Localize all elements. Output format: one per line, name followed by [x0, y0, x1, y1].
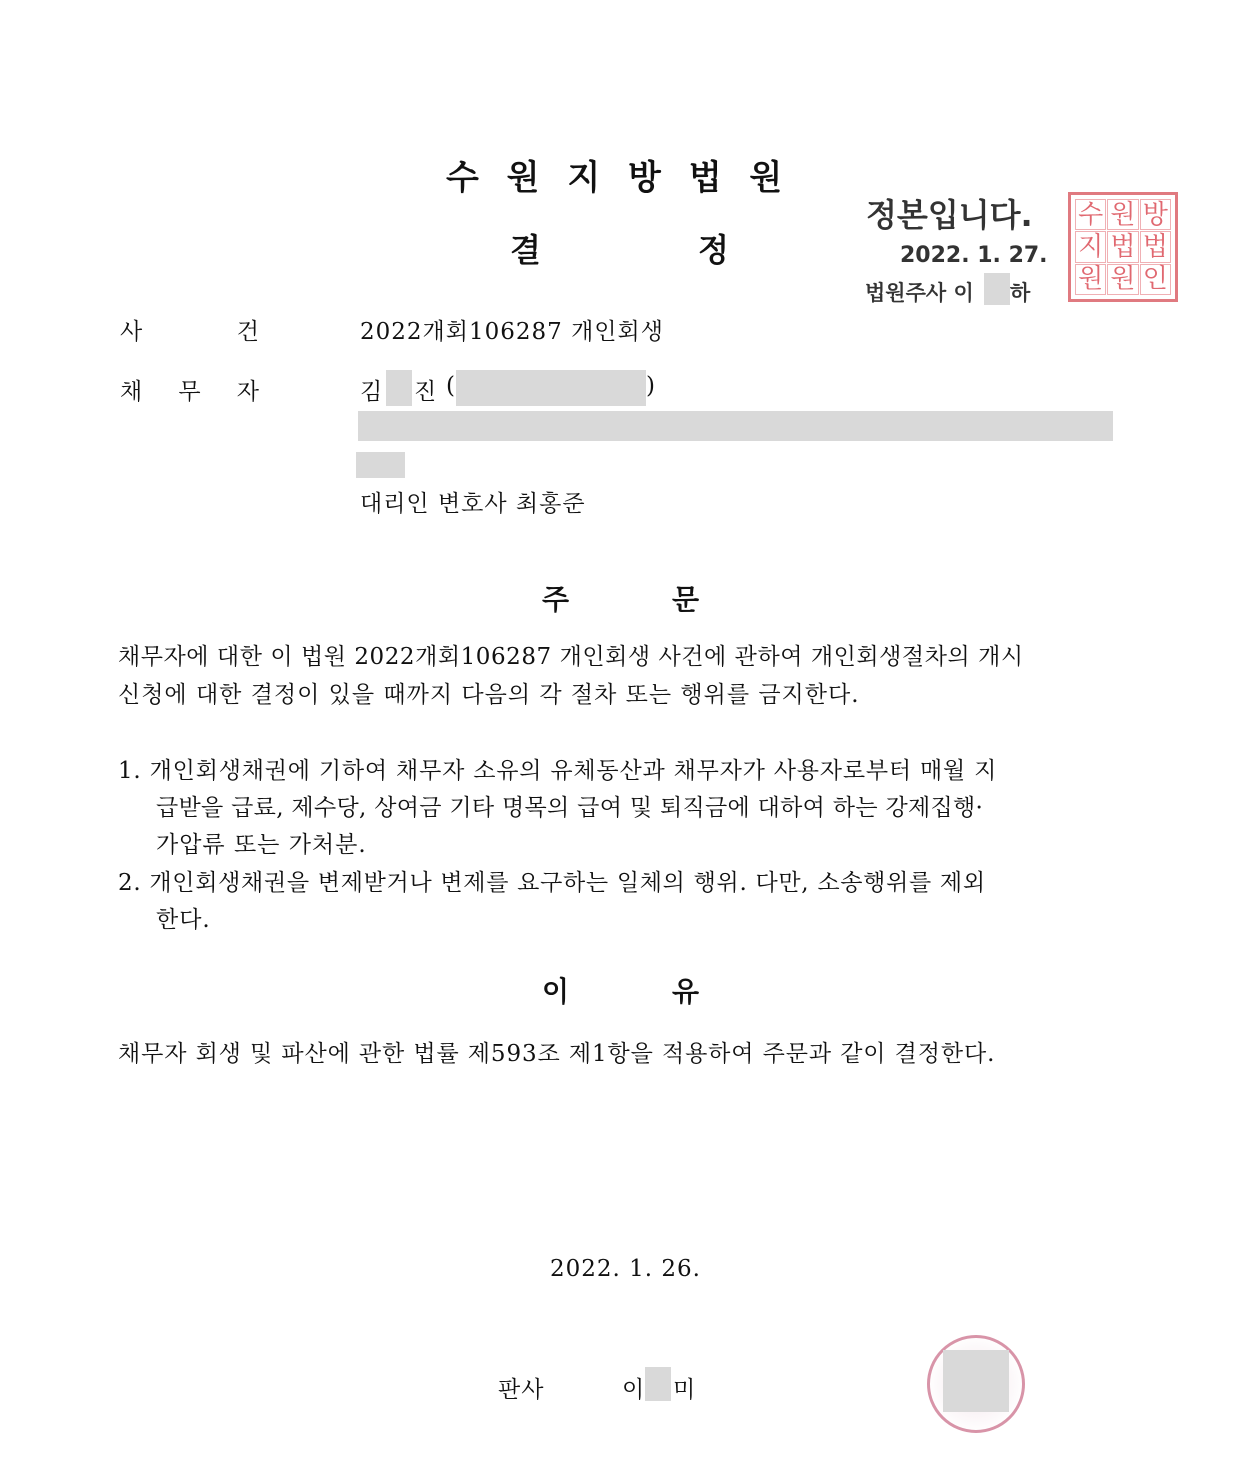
doc-type-char-2: 정 [698, 231, 729, 269]
judge-title: 판사 [498, 1377, 545, 1403]
order-item-1-line-3: 가압류 또는 가처분. [156, 832, 367, 858]
debtor-agent: 대리인 변호사 최홍준 [360, 491, 586, 517]
case-number: 2022개회106287 개인회생 [360, 319, 664, 345]
judge-name-last: 미 [673, 1377, 697, 1403]
decision-date: 2022. 1. 26. [550, 1256, 701, 1282]
order-heading-char-2: 문 [672, 583, 700, 616]
reason-text: 채무자 회생 및 파산에 관한 법률 제593조 제1항을 적용하여 주문과 같이 결정한다. [118, 1041, 996, 1067]
debtor-address-redaction-2 [356, 452, 405, 478]
court-seal [1068, 192, 1178, 302]
debtor-id-redaction [456, 370, 646, 406]
seal-char: 법 [1107, 231, 1138, 262]
seal-char: 인 [1140, 264, 1171, 295]
case-label-char: 사 [120, 319, 144, 345]
seal-char: 수 [1075, 199, 1106, 230]
debtor-id-paren-open: ( [446, 373, 456, 399]
debtor-name-redaction [386, 370, 412, 406]
seal-char: 원 [1075, 264, 1106, 295]
debtor-id-paren-close: ) [646, 373, 656, 399]
certification-date: 2022. 1. 27. [900, 243, 1048, 268]
order-item-2-line-2: 한다. [156, 907, 211, 933]
debtor-address-redaction [358, 411, 1113, 441]
order-intro-line-2: 신청에 대한 결정이 있을 때까지 다음의 각 절차 또는 행위를 금지한다. [118, 682, 860, 708]
judge-name-redaction [645, 1367, 671, 1401]
debtor-label-char: 자 [236, 379, 260, 405]
seal-char: 지 [1075, 231, 1106, 262]
order-heading-char-1: 주 [542, 583, 570, 616]
order-item-2-line-1: 2. 개인회생채권을 변제받거나 변제를 요구하는 일체의 행위. 다만, 소송행위를 제외 [118, 870, 986, 896]
debtor-label [120, 373, 260, 406]
seal-char: 원 [1107, 199, 1138, 230]
clerk-name-suffix: 하 [1010, 281, 1031, 305]
debtor-label-char: 무 [178, 379, 202, 405]
judge-name-first: 이 [622, 1377, 646, 1403]
order-item-1-line-1: 1. 개인회생채권에 기하여 채무자 소유의 유체동산과 채무자가 사용자로부터 매월 지 [118, 758, 998, 784]
judge-seal-redaction [943, 1350, 1009, 1412]
court-name: 수 원 지 방 법 원 [446, 158, 791, 198]
case-label [120, 313, 260, 346]
order-item-1-line-2: 급받을 급료, 제수당, 상여금 기타 명목의 급여 및 퇴직금에 대하여 하는 강제집행· [156, 795, 984, 821]
case-label-char: 건 [236, 319, 260, 345]
clerk-name-redaction [984, 273, 1010, 305]
reason-heading-char-2: 유 [672, 975, 700, 1008]
debtor-name-last: 진 [414, 379, 438, 405]
seal-char: 방 [1140, 199, 1171, 230]
debtor-label-char: 채 [120, 379, 144, 405]
doc-type-char-1: 결 [510, 231, 541, 269]
reason-heading-char-1: 이 [542, 975, 570, 1008]
seal-char: 법 [1140, 231, 1171, 262]
debtor-name-first: 김 [360, 379, 384, 405]
seal-char: 원 [1107, 264, 1138, 295]
order-intro-line-1: 채무자에 대한 이 법원 2022개회106287 개인회생 사건에 관하여 개인회생절차의 개시 [118, 644, 1024, 670]
certified-copy-label: 정본입니다. [866, 196, 1033, 234]
clerk-name-prefix: 법원주사 이 [865, 281, 974, 305]
